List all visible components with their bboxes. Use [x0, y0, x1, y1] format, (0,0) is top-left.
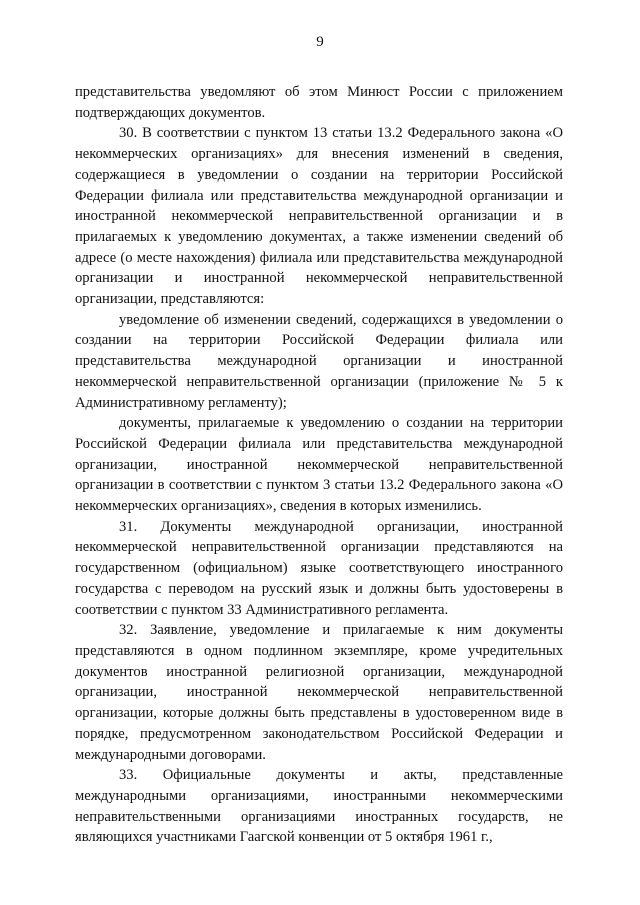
paragraph-32: 32. Заявление, уведомление и прилагаемые к ним документы представляются в одном подлинном экземпляре, кроме учредительных документов иностранной религиозной организации, международной организации, иностранной некоммерческой неправительственной организации, которые должны быть представлены в удостоверенном виде в порядке, предусмотренном законодательством Российской Федерации и международными договорами. — [75, 622, 563, 763]
paragraph-continuation: представительства уведомляют об этом Минюст России с приложением подтверждающих документов. — [75, 84, 563, 121]
paragraph-33: 33. Официальные документы и акты, представленные международными организациями, иностранными некоммерческими неправительственными организациями иностранных государств, не являющихся участниками Гаагской конвенции от 5 октября 1961 г., — [75, 767, 563, 846]
page-number: 9 — [316, 34, 324, 50]
paragraph-31: 31. Документы международной организации, иностранной некоммерческой неправительственной организации представляются на государственном (официальном) языке соответствующего иностранного государства с переводом на русский язык и должны быть удостоверены в соответствии с пунктом 33 Административного регламента. — [75, 518, 563, 618]
document-body — [75, 82, 563, 848]
paragraph-30-item-1: уведомление об изменении сведений, содержащихся в уведомлении о создании на территории Российской Федерации филиала или представительства международной организации и иностранной некоммерческой неправительственной организации (приложение № 5 к Административному регламенту); — [75, 311, 563, 411]
paragraph-30: 30. В соответствии с пунктом 13 статьи 13.2 Федерального закона «О некоммерческих организациях» для внесения изменений в сведения, содержащиеся в уведомлении о создании на территории Российской Федерации филиала или представительства международной организации и иностранной некоммерческой неправительственной организации и в прилагаемых к уведомлению документах, а также изменении сведений об адресе (о месте нахождения) филиала или представительства международной организации и иностранной некоммерческой неправительственной организации, представляются: — [75, 125, 563, 308]
paragraph-30-item-2: документы, прилагаемые к уведомлению о создании на территории Российской Федерации филиала или представительства международной организации, иностранной некоммерческой неправительственной организации в соответствии с пунктом 3 статьи 13.2 Федерального закона «О некоммерческих организациях», сведения в которых изменились. — [75, 415, 563, 515]
